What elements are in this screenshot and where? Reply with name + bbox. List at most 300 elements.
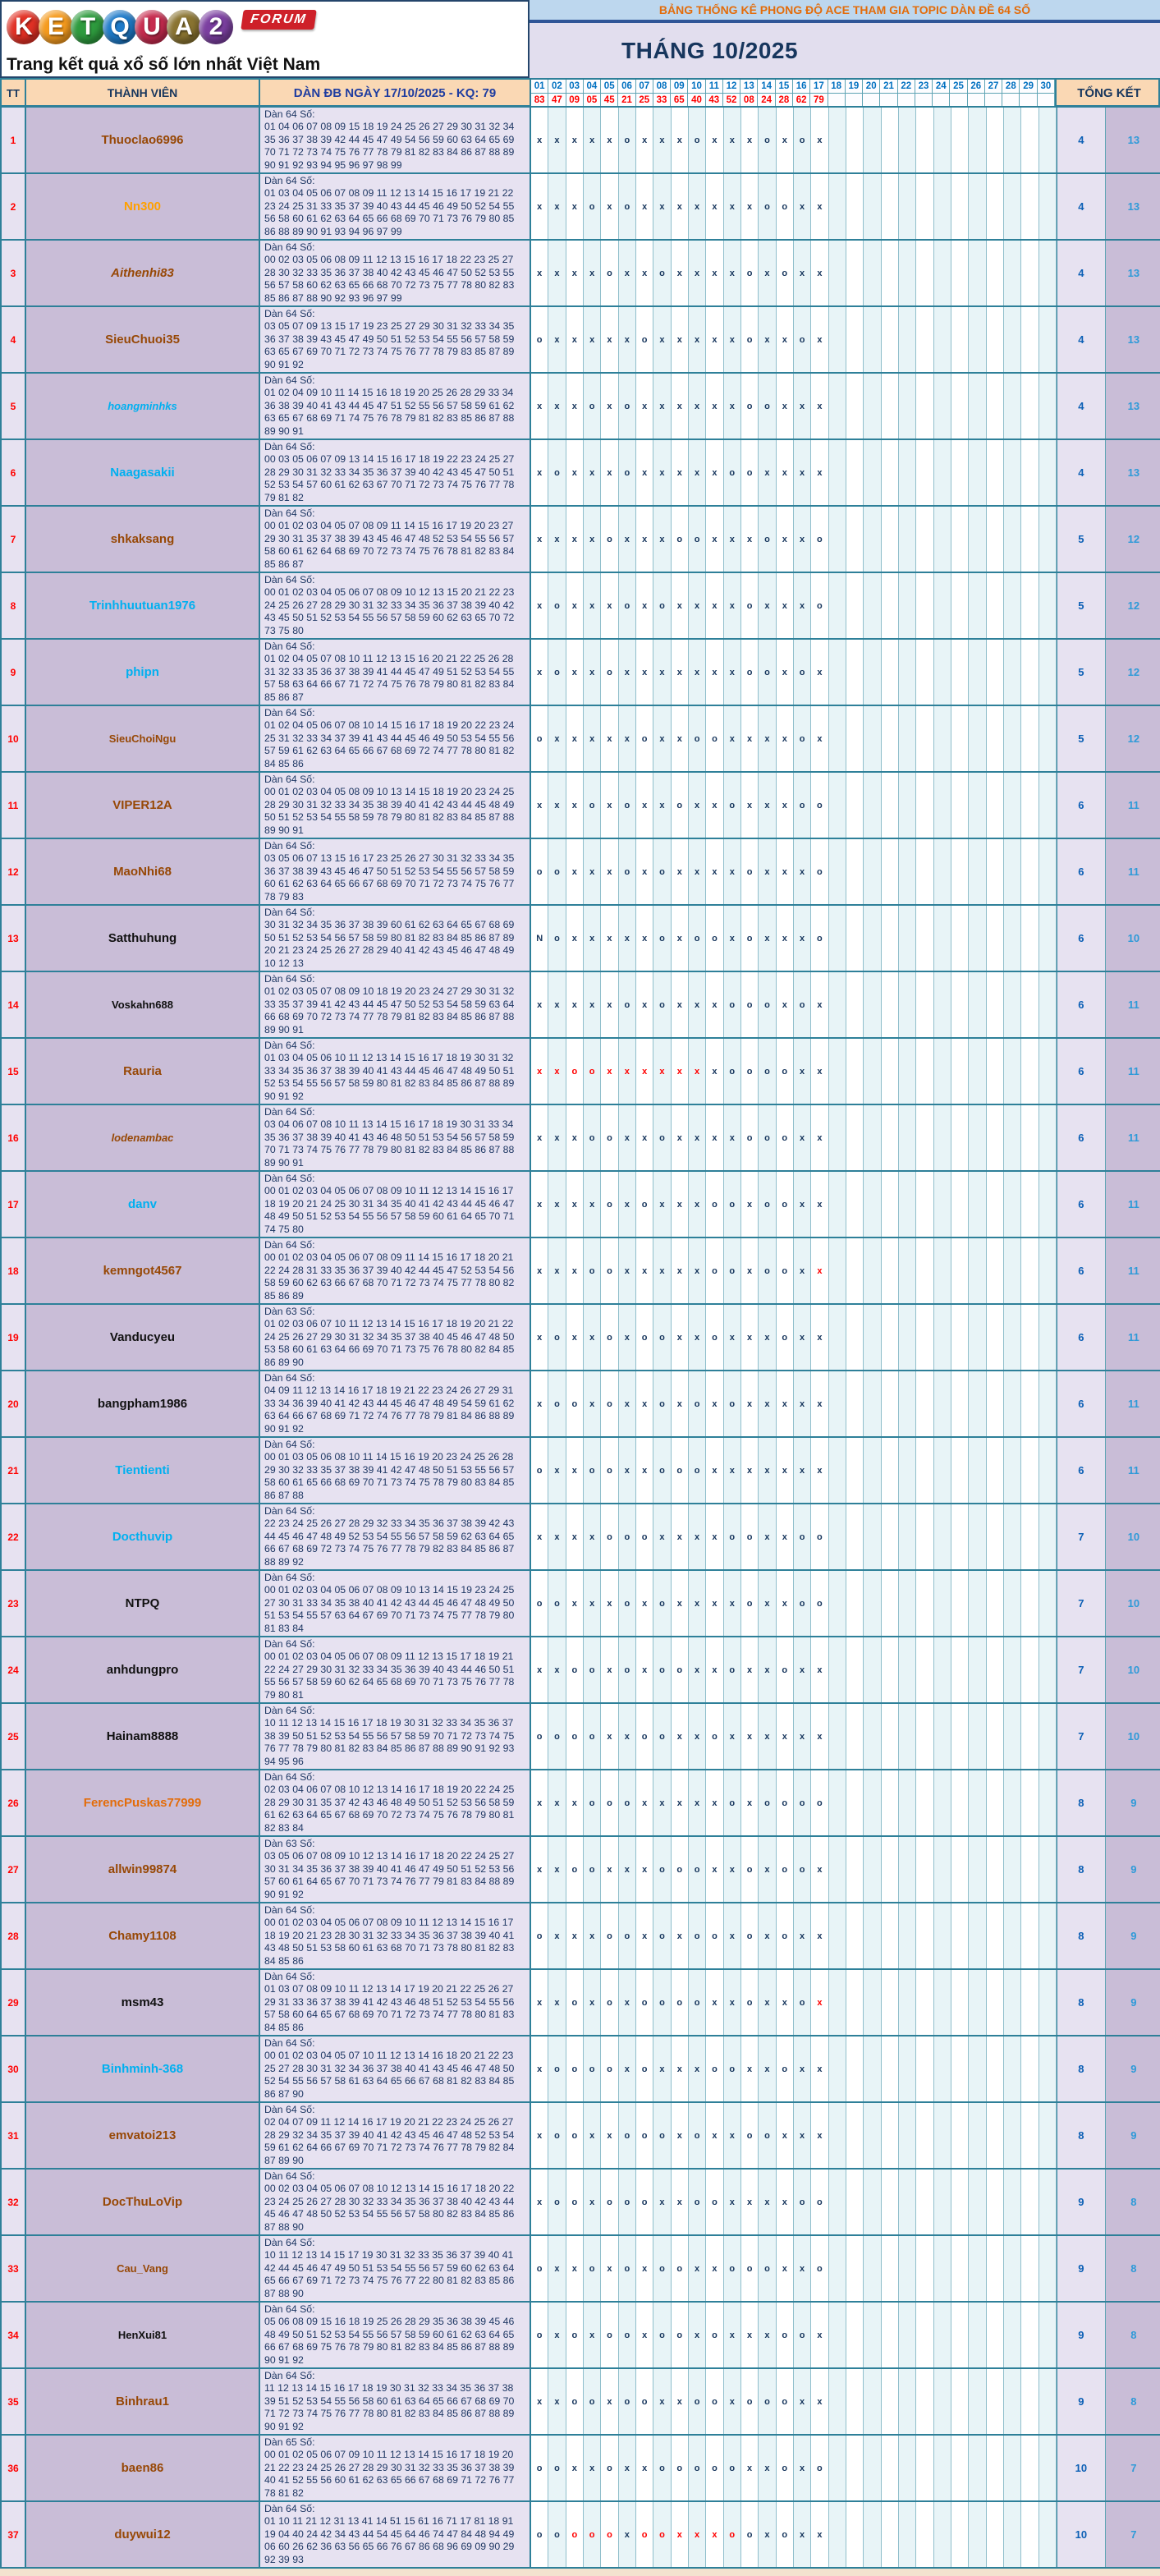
day-mark-cell bbox=[969, 1837, 986, 1902]
day-mark-cell bbox=[601, 1305, 618, 1370]
mark-o: o bbox=[536, 1598, 543, 1609]
banner-title-bar bbox=[530, 0, 1160, 23]
mark-x: x bbox=[817, 2529, 823, 2540]
row-index: 27 bbox=[2, 1837, 26, 1902]
day-mark-cell bbox=[811, 839, 828, 904]
day-mark-cell bbox=[777, 1438, 794, 1503]
day-mark-cell bbox=[811, 2103, 828, 2168]
mark-o: o bbox=[676, 1665, 683, 1675]
day-mark-cell bbox=[759, 507, 776, 572]
day-mark-cell bbox=[759, 2236, 776, 2301]
mark-x: x bbox=[712, 201, 718, 212]
member-name[interactable]: danv bbox=[127, 1197, 157, 1211]
mark-x: x bbox=[712, 1398, 718, 1409]
mark-x: x bbox=[589, 600, 595, 611]
day-mark-cell bbox=[566, 1637, 584, 1702]
member-name[interactable]: Docthuvip bbox=[112, 1530, 173, 1544]
table-row bbox=[0, 2303, 1160, 2369]
day-mark-cell bbox=[706, 1571, 723, 1636]
day-mark-cell bbox=[619, 2036, 636, 2101]
day-mark-cell bbox=[987, 507, 1004, 572]
member-name[interactable]: SieuChoiNgu bbox=[108, 732, 177, 745]
day-mark-cell bbox=[741, 1438, 759, 1503]
day-mark-cell bbox=[916, 2170, 933, 2234]
member-name[interactable]: Rauria bbox=[123, 1064, 162, 1078]
mark-o: o bbox=[817, 1598, 823, 1609]
member-name[interactable]: allwin99874 bbox=[108, 1862, 177, 1876]
mark-x: x bbox=[589, 667, 595, 677]
number-set: Dàn 64 Số: 02 04 07 09 11 12 14 16 17 19 20 21 22 23 24 25 26 27 28 29 32 34 35 37 39 40 41 42 43 45 46 47 48 52 53 54 59 61 62 64 66 67 69 70 71 72 73 74 76 77 78 79 82 84 87 89 90 bbox=[260, 2103, 531, 2168]
day-mark-cell bbox=[584, 1039, 601, 1104]
row-index: 31 bbox=[2, 2103, 26, 2168]
day-mark-cell bbox=[969, 2369, 986, 2434]
mark-o: o bbox=[676, 1864, 683, 1875]
day-mark-cell bbox=[934, 906, 951, 971]
day-mark-cell bbox=[601, 1438, 618, 1503]
member-name[interactable]: anhdungpro bbox=[106, 1663, 179, 1677]
day-mark-cell bbox=[531, 1571, 548, 1636]
day-mark-cell bbox=[724, 1504, 741, 1569]
mark-o: o bbox=[782, 1931, 788, 1941]
member-name[interactable]: phipn bbox=[126, 665, 159, 679]
member-name[interactable]: Naagasakii bbox=[110, 466, 175, 480]
mark-x: x bbox=[782, 1731, 787, 1742]
day-mark-cell bbox=[741, 1637, 759, 1702]
day-mark-cell bbox=[987, 241, 1004, 305]
day-mark-cell bbox=[672, 174, 689, 239]
member-name[interactable]: duywui12 bbox=[114, 2528, 171, 2542]
day-mark-cell bbox=[899, 108, 916, 172]
day-mark-cell bbox=[951, 1438, 969, 1503]
day-mark-cell bbox=[777, 507, 794, 572]
member-cell bbox=[26, 972, 260, 1037]
day-mark-cell bbox=[672, 2103, 689, 2168]
number-set-label: Dàn 64 Số: bbox=[264, 2503, 315, 2514]
mark-x: x bbox=[624, 1199, 630, 1210]
mark-o: o bbox=[676, 1465, 683, 1476]
mark-x: x bbox=[817, 1465, 823, 1476]
row-index: 15 bbox=[2, 1039, 26, 1104]
total-misses: 11 bbox=[1106, 1238, 1160, 1303]
day-mark-cell bbox=[566, 1438, 584, 1503]
row-index: 16 bbox=[2, 1105, 26, 1170]
day-mark-cell bbox=[706, 906, 723, 971]
mark-x: x bbox=[764, 467, 770, 478]
day-mark-cell bbox=[846, 1837, 864, 1902]
day-mark-cell bbox=[829, 108, 846, 172]
day-mark-cell bbox=[934, 1305, 951, 1370]
mark-x: x bbox=[764, 2064, 770, 2074]
member-name[interactable]: Tientienti bbox=[115, 1463, 170, 1477]
day-mark-cell bbox=[531, 2170, 548, 2234]
day-mark-cell bbox=[811, 2303, 828, 2367]
day-mark-cell bbox=[724, 440, 741, 505]
day-mark-cell bbox=[882, 2369, 899, 2434]
day-mark-cell bbox=[566, 1837, 584, 1902]
day-mark-cell bbox=[1039, 1770, 1057, 1835]
site-logo[interactable] bbox=[0, 0, 530, 78]
total-hits: 8 bbox=[1057, 1903, 1106, 1968]
member-cell bbox=[26, 1903, 260, 1968]
mark-x: x bbox=[800, 2396, 805, 2407]
mark-o: o bbox=[659, 268, 665, 278]
day-column-header: 02 bbox=[548, 80, 566, 94]
day-mark-cell bbox=[759, 1105, 776, 1170]
day-column-header: 19 bbox=[846, 80, 863, 94]
row-index: 2 bbox=[2, 174, 26, 239]
mark-o: o bbox=[729, 1066, 736, 1077]
day-mark-cell bbox=[916, 2369, 933, 2434]
mark-x: x bbox=[642, 467, 648, 478]
member-name[interactable]: FerencPuskas77999 bbox=[83, 1796, 202, 1810]
mark-o: o bbox=[571, 2330, 578, 2340]
member-name[interactable]: Vanducyeu bbox=[109, 1330, 176, 1344]
day-mark-cell bbox=[672, 307, 689, 372]
day-mark-cell bbox=[653, 2236, 671, 2301]
day-mark-cell bbox=[829, 2170, 846, 2234]
banner-month-bar bbox=[530, 23, 1160, 78]
mark-o: o bbox=[554, 2064, 560, 2074]
mark-x: x bbox=[712, 1997, 718, 2008]
mark-o: o bbox=[554, 467, 560, 478]
day-mark-cell bbox=[531, 906, 548, 971]
number-set: Dàn 63 Số: 03 05 06 07 08 09 10 12 13 14 16 17 18 20 22 24 25 27 30 31 34 35 36 37 38 39 40 41 46 47 49 50 51 52 53 56 57 60 61 64 65 67 70 71 73 74 76 77 79 81 83 84 88 89 90 91 92 bbox=[260, 1837, 531, 1902]
day-mark-cell bbox=[846, 307, 864, 372]
day-result: 83 bbox=[531, 94, 548, 106]
mark-x: x bbox=[642, 2330, 648, 2340]
day-mark-cell bbox=[689, 906, 706, 971]
number-set-label: Dàn 64 Số: bbox=[264, 1572, 315, 1583]
total-misses: 8 bbox=[1106, 2170, 1160, 2234]
total-hits: 6 bbox=[1057, 1305, 1106, 1370]
mark-x: x bbox=[571, 1199, 577, 1210]
mark-x: x bbox=[817, 268, 823, 278]
mark-x: x bbox=[729, 1931, 735, 1941]
member-name[interactable]: Cau_Vang bbox=[117, 2262, 168, 2275]
member-name[interactable]: Satthuhung bbox=[108, 931, 177, 945]
day-mark-cell bbox=[934, 706, 951, 771]
mark-x: x bbox=[712, 999, 718, 1010]
mark-x: x bbox=[782, 467, 787, 478]
day-mark-cell bbox=[636, 2036, 653, 2101]
member-name[interactable]: NTPQ bbox=[125, 1596, 160, 1610]
day-mark-cell bbox=[1021, 573, 1038, 638]
day-mark-cell bbox=[882, 1438, 899, 1503]
number-set-label: Dàn 64 Số: bbox=[264, 1106, 315, 1118]
day-mark-cell bbox=[1021, 1571, 1038, 1636]
mark-x: x bbox=[676, 1199, 682, 1210]
day-mark-cell bbox=[601, 1637, 618, 1702]
member-cell bbox=[26, 1571, 260, 1636]
member-name[interactable]: hoangminhks bbox=[108, 400, 177, 412]
day-mark-cell bbox=[1039, 972, 1057, 1037]
number-set: Dàn 64 Số: 01 02 04 05 07 08 10 11 12 13 15 16 20 21 22 25 26 28 31 32 33 35 36 37 38 39 41 44 45 47 49 51 52 53 54 55 57 58 63 64 66 67 71 72 74 75 76 78 79 80 81 82 83 84 85 86 87 bbox=[260, 640, 531, 705]
member-name[interactable]: Binhrau1 bbox=[115, 2395, 169, 2408]
day-mark-cell bbox=[882, 839, 899, 904]
day-mark-cell bbox=[811, 1371, 828, 1436]
number-set-label: Dàn 63 Số: bbox=[264, 1306, 315, 1317]
day-mark-cell bbox=[811, 1105, 828, 1170]
mark-o: o bbox=[607, 667, 612, 677]
total-misses: 10 bbox=[1106, 1504, 1160, 1569]
mark-o: o bbox=[607, 1931, 612, 1941]
member-name[interactable]: VIPER12A bbox=[112, 798, 172, 812]
mark-x: x bbox=[642, 999, 648, 1010]
day-mark-cell bbox=[916, 1704, 933, 1769]
day-mark-cell bbox=[794, 1637, 811, 1702]
total-misses: 11 bbox=[1106, 1438, 1160, 1503]
member-name[interactable]: msm43 bbox=[121, 1995, 164, 2009]
day-mark-cell bbox=[531, 507, 548, 572]
mark-o: o bbox=[694, 534, 700, 544]
day-column-header: 15 bbox=[776, 80, 793, 94]
day-mark-cell bbox=[601, 1770, 618, 1835]
day-mark-cell bbox=[934, 773, 951, 838]
day-mark-cell bbox=[864, 241, 881, 305]
day-mark-cell bbox=[672, 2436, 689, 2500]
day-mark-cell bbox=[951, 2303, 969, 2367]
day-mark-cell bbox=[759, 2303, 776, 2367]
day-mark-cell bbox=[672, 2236, 689, 2301]
day-mark-cell bbox=[706, 1837, 723, 1902]
mark-x: x bbox=[747, 2463, 753, 2473]
day-mark-cell bbox=[619, 174, 636, 239]
day-mark-cell bbox=[951, 573, 969, 638]
day-mark-cell bbox=[777, 2036, 794, 2101]
day-mark-cell bbox=[706, 374, 723, 439]
day-mark-cell bbox=[584, 108, 601, 172]
day-mark-cell bbox=[548, 640, 566, 705]
mark-x: x bbox=[800, 1931, 805, 1941]
mark-x: x bbox=[782, 600, 787, 611]
member-name[interactable]: MaoNhi68 bbox=[113, 865, 172, 879]
table-row bbox=[0, 2369, 1160, 2436]
mark-x: x bbox=[712, 600, 718, 611]
day-mark-cell bbox=[1021, 2502, 1038, 2567]
day-mark-cell bbox=[672, 1504, 689, 1569]
day-mark-cell bbox=[829, 1770, 846, 1835]
day-mark-cell bbox=[846, 2170, 864, 2234]
mark-o: o bbox=[607, 1398, 612, 1409]
day-mark-cell bbox=[987, 1970, 1004, 2035]
mark-o: o bbox=[817, 933, 823, 944]
day-mark-cell bbox=[619, 241, 636, 305]
day-mark-cell bbox=[619, 1637, 636, 1702]
mark-x: x bbox=[571, 135, 577, 145]
mark-x: x bbox=[624, 1398, 630, 1409]
day-mark-cell bbox=[899, 1504, 916, 1569]
mark-o: o bbox=[712, 2396, 718, 2407]
day-mark-cell bbox=[1004, 2036, 1021, 2101]
logo-ball-t: T bbox=[71, 10, 105, 44]
day-mark-cell bbox=[1004, 2436, 1021, 2500]
mark-o: o bbox=[782, 1332, 788, 1343]
member-name[interactable]: Nn300 bbox=[123, 200, 162, 214]
day-mark-cell bbox=[548, 440, 566, 505]
day-mark-cell bbox=[1021, 1504, 1038, 1569]
member-name[interactable]: Chamy1108 bbox=[108, 1929, 177, 1943]
total-misses: 13 bbox=[1106, 108, 1160, 172]
day-mark-cell bbox=[864, 507, 881, 572]
mark-o: o bbox=[571, 1731, 578, 1742]
mark-o: o bbox=[712, 733, 718, 744]
day-mark-cell bbox=[846, 1903, 864, 1968]
mark-o: o bbox=[712, 2064, 718, 2074]
member-name[interactable]: Trinhhuutuan1976 bbox=[89, 599, 196, 613]
mark-x: x bbox=[764, 933, 770, 944]
total-hits: 7 bbox=[1057, 1704, 1106, 1769]
day-mark-cell bbox=[619, 1105, 636, 1170]
row-index: 9 bbox=[2, 640, 26, 705]
day-mark-cell bbox=[1039, 1571, 1057, 1636]
day-mark-cell bbox=[672, 1039, 689, 1104]
day-mark-cell bbox=[1004, 906, 1021, 971]
day-mark-cell bbox=[811, 108, 828, 172]
day-mark-cell bbox=[531, 773, 548, 838]
day-mark-cell bbox=[672, 640, 689, 705]
day-mark-cell bbox=[987, 972, 1004, 1037]
day-mark-cell bbox=[548, 307, 566, 372]
total-hits: 5 bbox=[1057, 507, 1106, 572]
day-mark-cell bbox=[689, 1704, 706, 1769]
day-mark-cell bbox=[584, 2103, 601, 2168]
day-column-header: 12 bbox=[723, 80, 740, 94]
mark-x: x bbox=[571, 534, 577, 544]
day-mark-cell bbox=[916, 706, 933, 771]
day-mark-cell bbox=[566, 374, 584, 439]
day-mark-cell bbox=[969, 1637, 986, 1702]
day-mark-cell bbox=[777, 906, 794, 971]
day-mark-cell bbox=[987, 2236, 1004, 2301]
day-mark-cell bbox=[811, 1305, 828, 1370]
day-mark-cell bbox=[846, 972, 864, 1037]
table-row bbox=[0, 839, 1160, 906]
mark-o: o bbox=[799, 2330, 805, 2340]
mark-x: x bbox=[764, 1398, 770, 1409]
mark-x: x bbox=[729, 1598, 735, 1609]
day-mark-cell bbox=[653, 440, 671, 505]
mark-x: x bbox=[537, 135, 543, 145]
mark-x: x bbox=[800, 268, 805, 278]
day-mark-cell bbox=[531, 1371, 548, 1436]
day-mark-cell bbox=[777, 2369, 794, 2434]
table-row bbox=[0, 1571, 1160, 1637]
mark-x: x bbox=[607, 600, 612, 611]
day-mark-cell bbox=[777, 1903, 794, 1968]
member-name[interactable]: bangpham1986 bbox=[97, 1397, 188, 1411]
day-mark-cell bbox=[1021, 374, 1038, 439]
member-name[interactable]: DocThuLoVip bbox=[102, 2195, 183, 2209]
day-mark-cell bbox=[1021, 1903, 1038, 1968]
member-name[interactable]: kemngot4567 bbox=[103, 1264, 182, 1278]
day-mark-cell bbox=[934, 507, 951, 572]
mark-x: x bbox=[800, 534, 805, 544]
day-mark-cell bbox=[759, 2036, 776, 2101]
mark-x: x bbox=[554, 1798, 560, 1808]
mark-o: o bbox=[712, 1731, 718, 1742]
day-mark-cell bbox=[864, 906, 881, 971]
member-name[interactable]: Voskahn688 bbox=[112, 999, 173, 1011]
mark-o: o bbox=[589, 2396, 595, 2407]
day-mark-cell bbox=[882, 2036, 899, 2101]
day-mark-cell bbox=[531, 1504, 548, 1569]
total-hits: 9 bbox=[1057, 2303, 1106, 2367]
member-name[interactable]: Thuoclao6996 bbox=[101, 133, 184, 147]
day-mark-cell bbox=[1039, 1105, 1057, 1170]
mark-x: x bbox=[624, 1465, 630, 1476]
day-mark-cell bbox=[794, 573, 811, 638]
day-mark-cell bbox=[724, 2436, 741, 2500]
day-mark-cell bbox=[777, 1172, 794, 1237]
day-mark-cell bbox=[689, 2369, 706, 2434]
day-mark-cell bbox=[584, 1105, 601, 1170]
day-mark-cell bbox=[672, 2170, 689, 2234]
mark-x: x bbox=[537, 2064, 543, 2074]
mark-x: x bbox=[712, 1665, 718, 1675]
mark-x: x bbox=[782, 334, 787, 345]
number-set-label: Dàn 64 Số: bbox=[264, 574, 315, 585]
day-mark-cell bbox=[811, 440, 828, 505]
mark-x: x bbox=[676, 1066, 682, 1077]
day-mark-cell bbox=[548, 1039, 566, 1104]
member-name[interactable]: HenXui81 bbox=[117, 2329, 167, 2341]
mark-o: o bbox=[641, 1731, 648, 1742]
total-hits: 4 bbox=[1057, 174, 1106, 239]
mark-o: o bbox=[641, 2396, 648, 2407]
day-mark-cell bbox=[864, 773, 881, 838]
mark-x: x bbox=[712, 1132, 718, 1143]
mark-x: x bbox=[800, 401, 805, 411]
mark-x: x bbox=[800, 866, 805, 877]
member-name[interactable]: shkaksang bbox=[110, 532, 175, 546]
day-mark-cell bbox=[759, 1371, 776, 1436]
total-misses: 8 bbox=[1106, 2236, 1160, 2301]
day-mark-cell bbox=[672, 2369, 689, 2434]
mark-o: o bbox=[554, 1598, 560, 1609]
total-hits: 5 bbox=[1057, 706, 1106, 771]
day-mark-cell bbox=[741, 2236, 759, 2301]
member-name[interactable]: Binhminh-368 bbox=[101, 2062, 184, 2076]
day-mark-cell bbox=[794, 174, 811, 239]
day-mark-cell bbox=[846, 1970, 864, 2035]
day-mark-cell bbox=[653, 640, 671, 705]
day-mark-cell bbox=[619, 573, 636, 638]
day-mark-cell bbox=[689, 1837, 706, 1902]
mark-o: o bbox=[554, 667, 560, 677]
day-mark-cell bbox=[846, 1238, 864, 1303]
member-name[interactable]: emvatoi213 bbox=[108, 2128, 177, 2142]
day-mark-cell bbox=[636, 1172, 653, 1237]
mark-x: x bbox=[537, 1265, 543, 1276]
day-result bbox=[863, 94, 880, 106]
day-mark-cell bbox=[899, 440, 916, 505]
day-mark-cell bbox=[601, 773, 618, 838]
member-name[interactable]: SieuChuoi35 bbox=[105, 333, 180, 347]
mark-o: o bbox=[554, 1332, 560, 1343]
member-name[interactable]: Aithenhi83 bbox=[111, 266, 174, 280]
mark-x: x bbox=[571, 1798, 577, 1808]
day-mark-cell bbox=[811, 241, 828, 305]
day-mark-cell bbox=[811, 1970, 828, 2035]
day-mark-cell bbox=[636, 1105, 653, 1170]
day-mark-cell bbox=[566, 2236, 584, 2301]
day-mark-cell bbox=[882, 1770, 899, 1835]
member-name[interactable]: baen86 bbox=[121, 2461, 164, 2475]
member-name[interactable]: Hainam8888 bbox=[106, 1729, 179, 1743]
member-name[interactable]: lodenambac bbox=[111, 1132, 174, 1144]
number-set: Dàn 65 Số: 00 01 02 05 06 07 09 10 11 12 13 14 15 16 17 18 19 20 21 22 23 24 25 26 27 28 29 30 31 32 33 35 36 37 38 39 40 41 52 55 56 60 61 62 63 65 66 67 68 69 71 72 76 77 78 81 82 bbox=[260, 2436, 531, 2500]
day-mark-cell bbox=[584, 1504, 601, 1569]
